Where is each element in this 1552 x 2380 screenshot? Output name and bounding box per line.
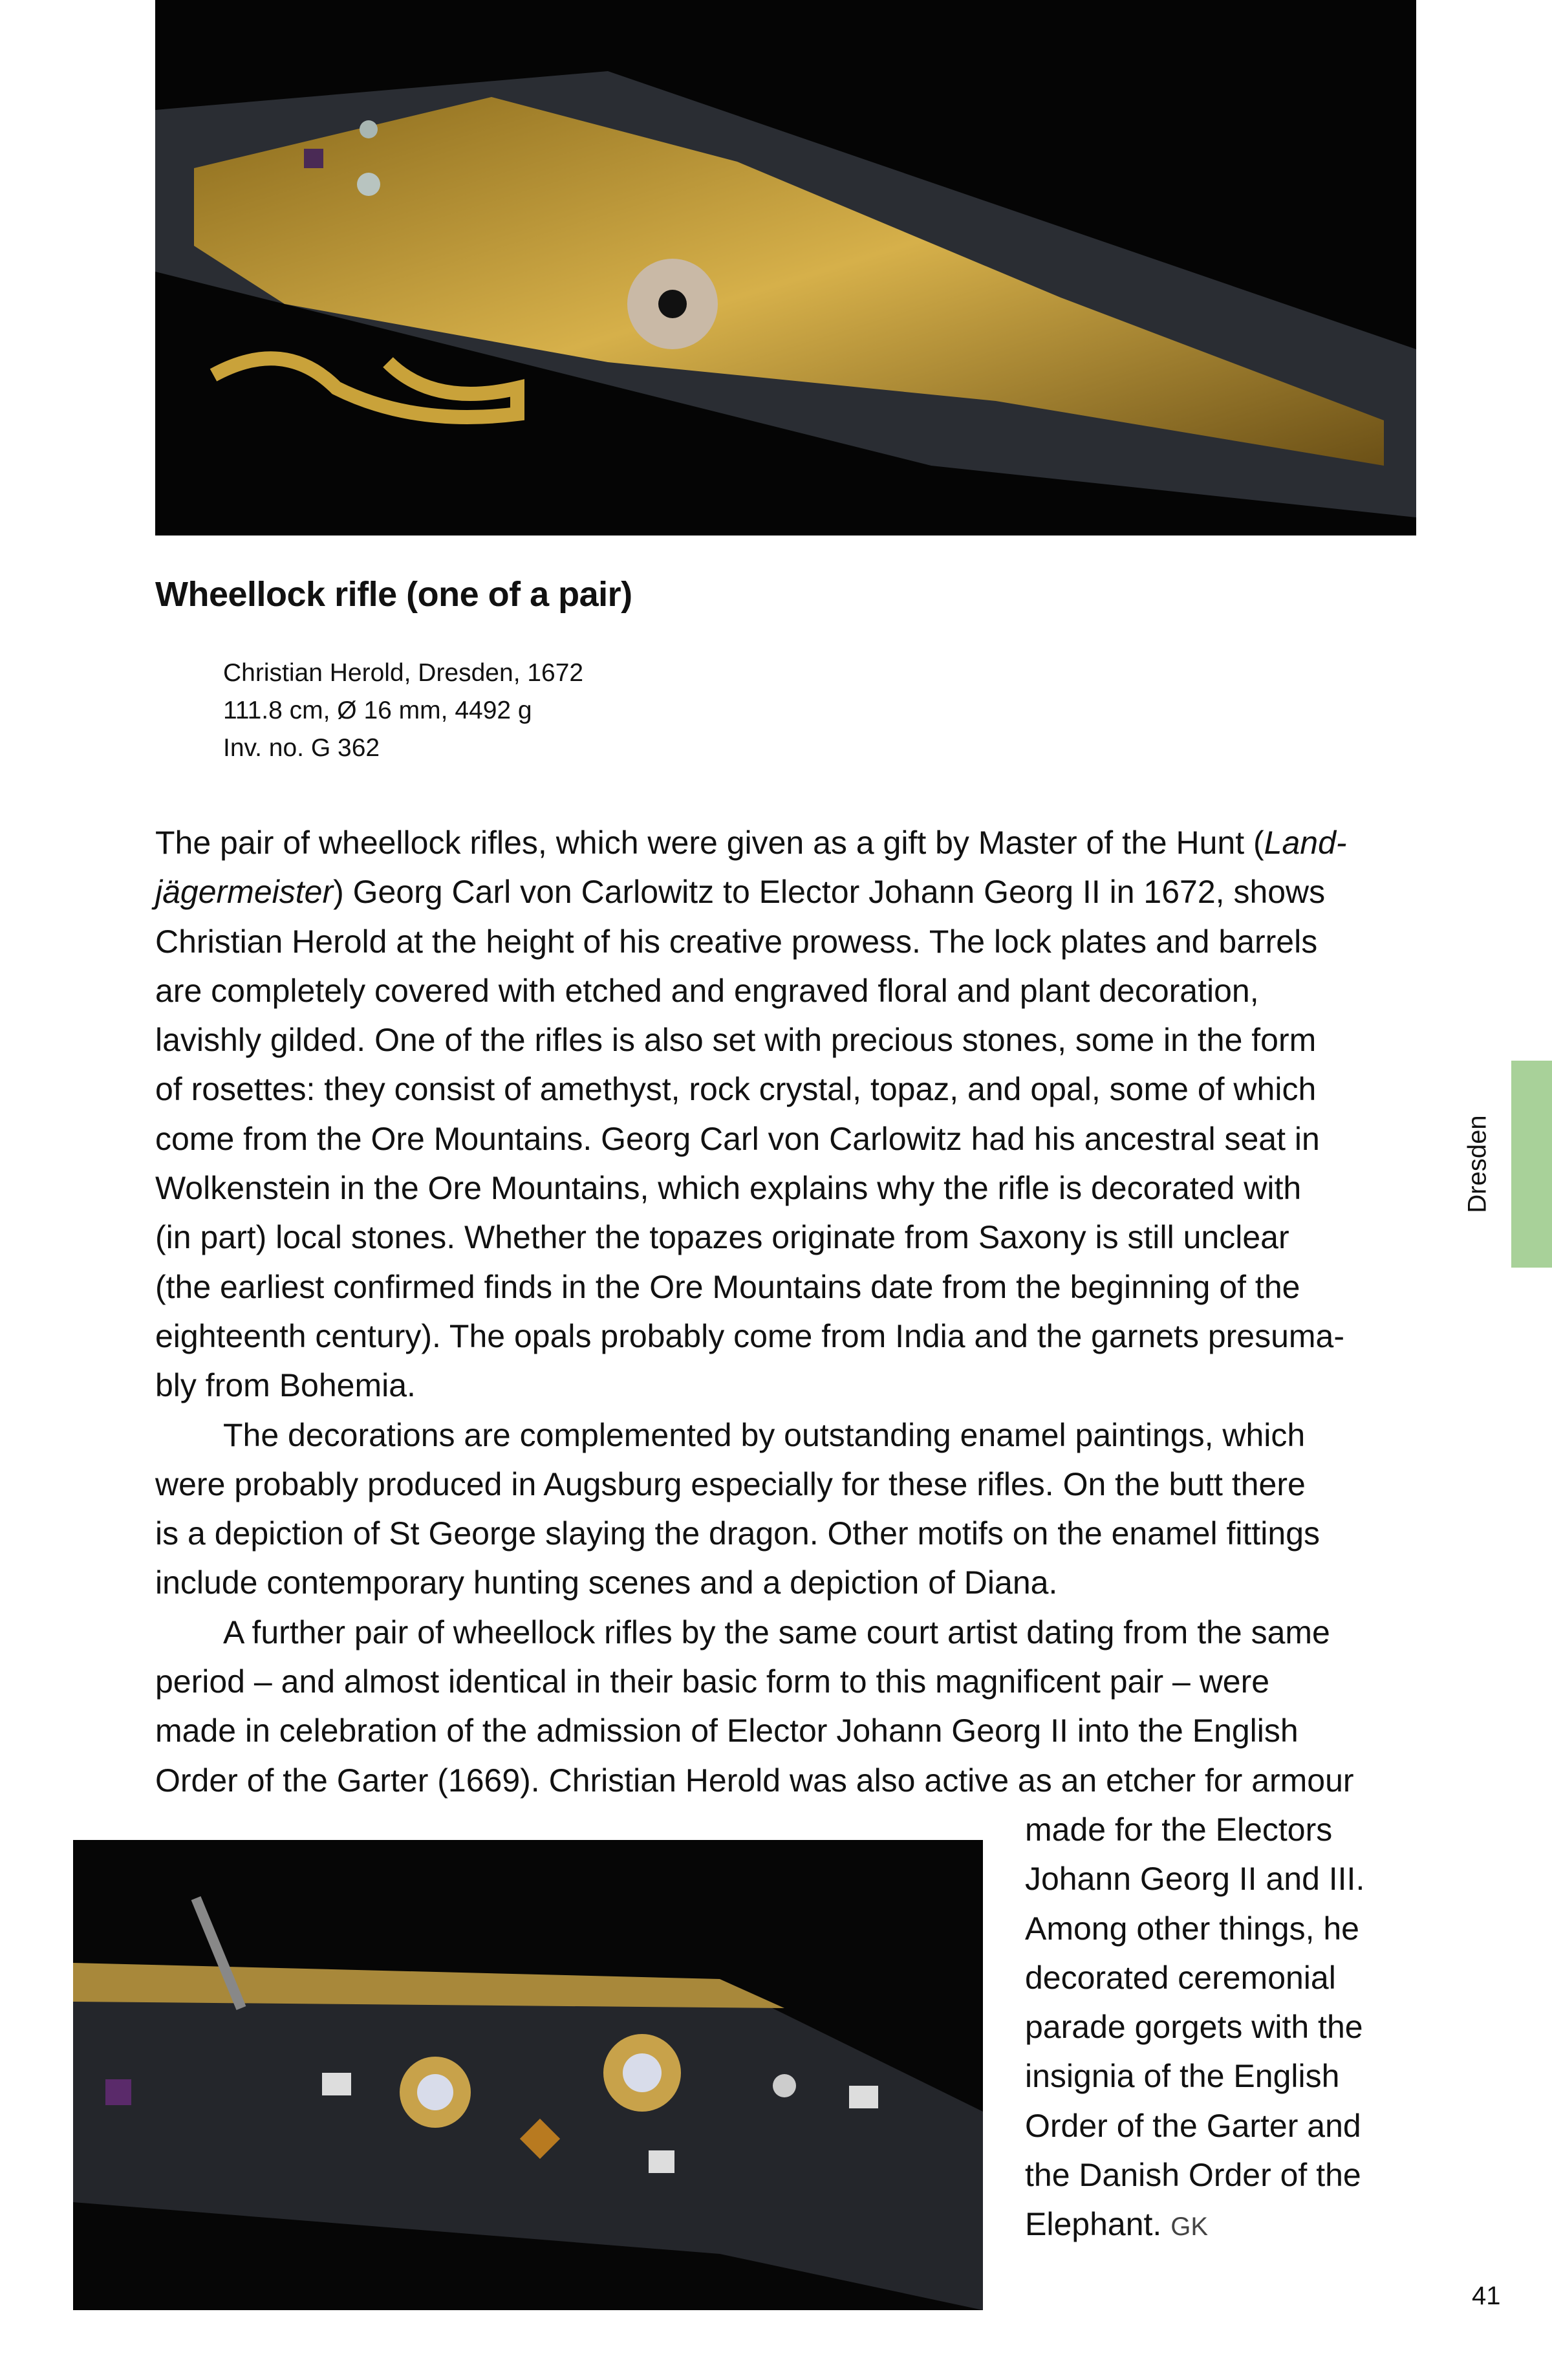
body-line xyxy=(155,1706,1423,1755)
dimensions: 111.8 cm, Ø 16 mm, 4492 g xyxy=(223,697,532,724)
body-line xyxy=(155,1608,1423,1657)
line-text: is a depiction of St George slaying the dragon. Other motifs on the enamel fittings xyxy=(155,1515,1320,1552)
line-text: Elephant. xyxy=(1025,2206,1162,2243)
line-text: the Danish Order of the xyxy=(1025,2157,1361,2194)
line-text: Order of the Garter (1669). Christian Herold was also active as an etcher for armour xyxy=(155,1762,1354,1799)
line-text: lavishly gilded. One of the rifles is also set with precious stones, some in the form xyxy=(155,1022,1317,1059)
body-line xyxy=(155,818,1423,867)
artist-place-date: Christian Herold, Dresden, 1672 xyxy=(223,659,584,687)
line-text: Johann Georg II and III. xyxy=(1025,1861,1365,1898)
line-text: insignia of the English xyxy=(1025,2058,1340,2095)
line-text: A further pair of wheellock rifles by the same court artist dating from the same xyxy=(223,1614,1330,1650)
author-initials: GK xyxy=(1170,2212,1209,2242)
body-line xyxy=(155,917,1423,966)
line-text: are completely covered with etched and engraved floral and plant decoration, xyxy=(155,972,1259,1009)
section-tab xyxy=(1511,1061,1552,1268)
artwork-title: Wheellock rifle (one of a pair) xyxy=(155,575,632,614)
body-line xyxy=(155,1411,1423,1460)
line-text: Christian Herold at the height of his creative prowess. The lock plates and barrels xyxy=(155,923,1318,960)
line-text: include contemporary hunting scenes and a depiction of Diana. xyxy=(155,1564,1058,1601)
line-text: eighteenth century). The opals probably come from India and the garnets presuma- xyxy=(155,1317,1345,1354)
italic-term: jägermeister xyxy=(155,874,334,911)
body-line xyxy=(155,1756,1423,1805)
page-number: 41 xyxy=(1472,2282,1501,2310)
line-text: The pair of wheellock rifles, which were given as a gift by Master of the Hunt ( xyxy=(155,825,1264,861)
body-line xyxy=(155,1114,1423,1163)
line-text: made in celebration of the admission of Elector Johann Georg II into the English xyxy=(155,1713,1299,1749)
line-text: (in part) local stones. Whether the topazes originate from Saxony is still unclear xyxy=(155,1219,1289,1256)
inventory-number: Inv. no. G 362 xyxy=(223,734,380,762)
line-text: parade gorgets with the xyxy=(1025,2009,1363,2046)
body-line xyxy=(155,1558,1423,1607)
line-text: decorated ceremonial xyxy=(1025,1959,1336,1996)
body-line xyxy=(155,1015,1423,1065)
line-text: Among other things, he xyxy=(1025,1910,1359,1947)
body-line xyxy=(155,867,1423,916)
line-text: come from the Ore Mountains. Georg Carl von Carlowitz had his ancestral seat in xyxy=(155,1120,1320,1157)
artwork-metadata xyxy=(223,654,583,767)
line-text: Wolkenstein in the Ore Mountains, which explains why the rifle is decorated with xyxy=(155,1170,1302,1207)
line-text: ) Georg Carl von Carlowitz to Elector Johann Georg II in 1672, shows xyxy=(333,874,1326,911)
body-line xyxy=(155,1460,1423,1509)
line-text: Order of the Garter and xyxy=(1025,2107,1361,2144)
body-line xyxy=(155,1065,1423,1114)
line-text: were probably produced in Augsburg especially for these rifles. On the butt there xyxy=(155,1466,1306,1502)
line-text: period – and almost identical in their basic form to this magnificent pair – were xyxy=(155,1663,1270,1700)
line-text: (the earliest confirmed finds in the Ore Mountains date from the beginning of the xyxy=(155,1268,1300,1305)
line-text: of rosettes: they consist of amethyst, rock crystal, topaz, and opal, some of which xyxy=(155,1071,1317,1108)
wheellock-rifle-detail-photo xyxy=(73,1840,983,2310)
body-line xyxy=(155,1657,1423,1706)
line-text: bly from Bohemia. xyxy=(155,1367,416,1404)
wheellock-rifle-lock-photo xyxy=(155,0,1416,536)
body-line xyxy=(155,1312,1423,1361)
body-line xyxy=(155,1262,1423,1312)
body-line xyxy=(155,966,1423,1015)
line-text: The decorations are complemented by outstanding enamel paintings, which xyxy=(223,1416,1306,1453)
body-line xyxy=(155,1213,1423,1262)
section-tab-label: Dresden xyxy=(1463,1115,1492,1213)
line-text: made for the Electors xyxy=(1025,1811,1333,1848)
body-line xyxy=(155,1361,1423,1410)
body-line xyxy=(155,1509,1423,1558)
italic-term: Land- xyxy=(1264,825,1347,861)
body-line xyxy=(155,1163,1423,1213)
